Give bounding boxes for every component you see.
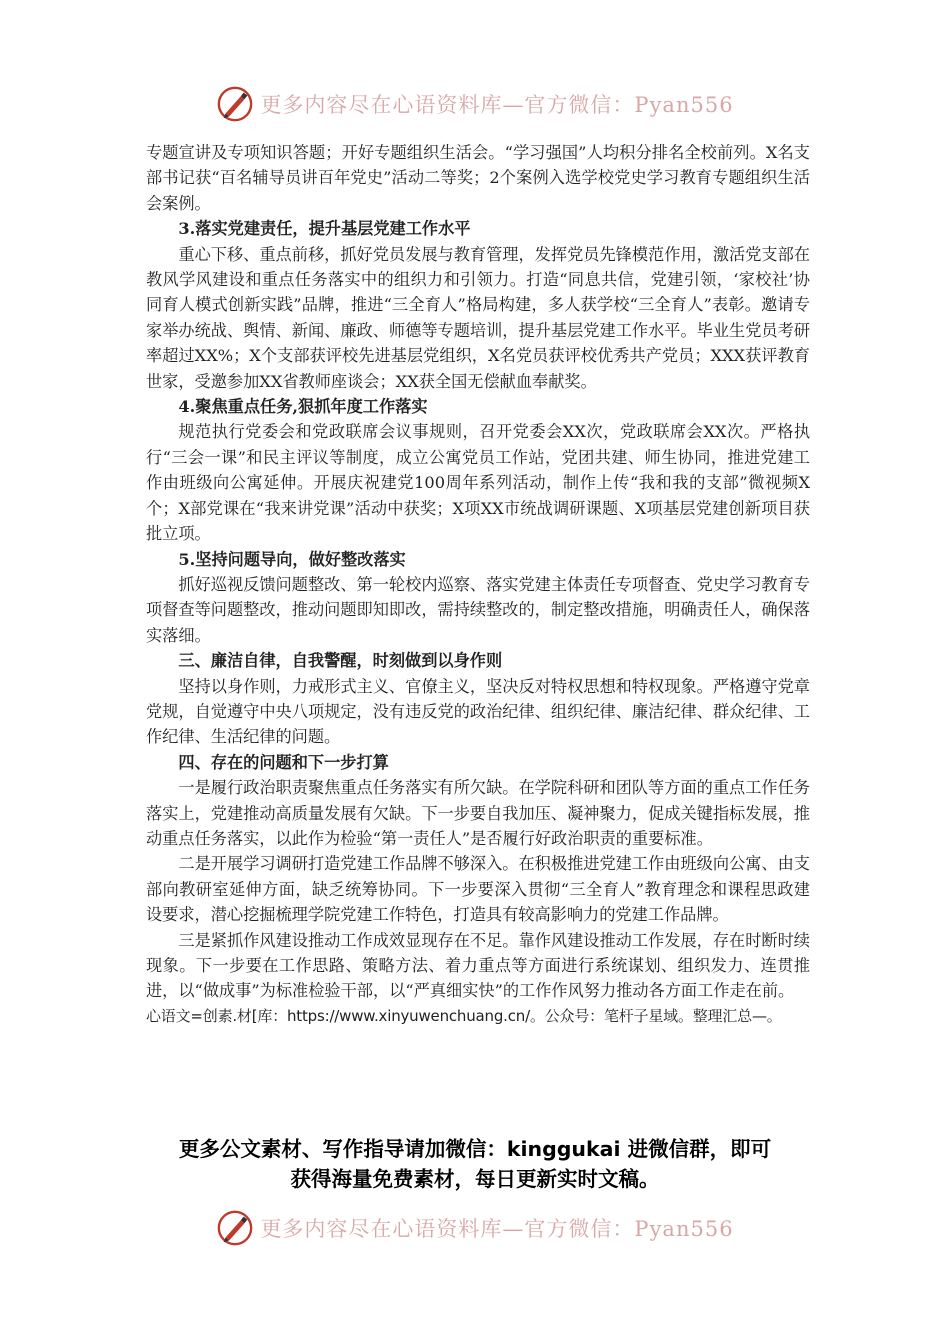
header-banner — [0, 82, 950, 126]
paragraph: 规范执行党委会和党政联席会议事规则，召开党委会XX次，党政联席会XX次。严格执行“三会一课”和民主评议等制度，成立公寓党员工作站，党团共建、师生协同，推进党建工作由班级向公寓延伸。开展庆祝建党100周年系列活动，制作上传“我和我的支部”微视频X个；X部党课在“我来讲党课”活动中获奖；X项XX市统战调研课题、X项基层党建创新项目获批立项。 — [146, 422, 810, 544]
paragraph: 专题宣讲及专项知识答题；开好专题组织生活会。“学习强国”人均积分排名全校前列。X名支部书记获“百名辅导员讲百年党史”活动二等奖；2个案例入选学校党史学习教育专题组织生活会案例。 — [146, 143, 810, 213]
section-heading: 4.聚焦重点任务,狠抓年度工作落实 — [178, 397, 428, 417]
pen-logo-icon — [216, 85, 254, 123]
paragraph: 二是开展学习调研打造党建工作品牌不够深入。在积极推进党建工作由班级向公寓、由支部向教研室延伸方面，缺乏统筹协同。下一步要深入贯彻“三全育人”教育理念和课程思政建设要求，潜心挖掘梳理学院党建工作特色，打造具有较高影响力的党建工作品牌。 — [146, 854, 810, 925]
promo-text — [100, 1134, 850, 1194]
promo-line-2: 获得海量免费素材，每日更新实时文稿。 — [290, 1167, 660, 1191]
section-heading: 5.坚持问题导向，做好整改落实 — [178, 549, 406, 569]
paragraph: 重心下移、重点前移，抓好党员发展与教育管理，发挥党员先锋模范作用，激活党支部在教风学风建设和重点任务落实中的组织力和引领力。打造“同息共信，党建引领，‘家校社’协同育人模式创新实践”品牌，推进“三全育人”格局构建，多人获学校“三全育人”表彰。邀请专家举办统战、舆情、新闻、廉政、师德等专题培训，提升基层党建工作水平。毕业生党员考研率超过XX%；X个支部获评校先进基层党组织，X名党员获评校优秀共产党员；XXX获评教育世家，受邀参加XX省教师座谈会；XX获全国无偿献血奉献奖。 — [146, 244, 810, 391]
banner-text: 更多内容尽在心语资料库—官方微信：Pyan556 — [260, 1217, 734, 1241]
section-heading: 四、存在的问题和下一步打算 — [178, 752, 389, 772]
paragraph: 坚持以身作则，力戒形式主义、官僚主义，坚决反对特权思想和特权现象。严格遵守党章党规，自觉遵守中央八项规定，没有违反党的政治纪律、组织纪律、廉洁纪律、群众纪律、工作纪律、生活纪律的问题。 — [146, 676, 810, 747]
paragraph: 一是履行政治职责聚焦重点任务落实有所欠缺。在学院科研和团队等方面的重点工作任务落实上，党建推动高质量发展有欠缺。下一步要自我加压、凝神聚力，促成关键指标发展，推动重点任务落实，以此作为检验“第一责任人”是否履行好政治职责的重要标准。 — [146, 778, 810, 848]
section-heading: 三、廉洁自律，自我警醒，时刻做到以身作则 — [178, 651, 503, 671]
paragraph: 三是紧抓作风建设推动工作成效显现存在不足。靠作风建设推动工作发展，存在时断时续现象。下一步要在工作思路、策略方法、着力重点等方面进行系统谋划、组织发力、连贯推进，以“做成事”为标准检验干部，以“严真细实快”的工作作风努力推动各方面工作走在前。 — [146, 930, 810, 1001]
section-heading: 3.落实党建责任，提升基层党建工作水平 — [178, 219, 471, 239]
footer-banner — [0, 1206, 950, 1250]
banner-text: 更多内容尽在心语资料库—官方微信：Pyan556 — [260, 93, 734, 117]
paragraph: 抓好巡视反馈问题整改、第一轮校内巡察、落实党建主体责任专项督查、党史学习教育专项督查等问题整改，推动问题即知即改，需持续整改的，制定整改措施，明确责任人，确保落实落细。 — [146, 574, 810, 645]
pen-logo-icon — [216, 1209, 254, 1247]
source-line: 心语文=创素.材[库：https://www.xinyuwenchuang.cn/。公众号：笔杆子星域。整理汇总—。 — [146, 1006, 782, 1025]
promo-line-1: 更多公文素材、写作指导请加微信：kinggukai 进微信群，即可 — [178, 1137, 772, 1161]
document-body — [146, 140, 810, 1029]
